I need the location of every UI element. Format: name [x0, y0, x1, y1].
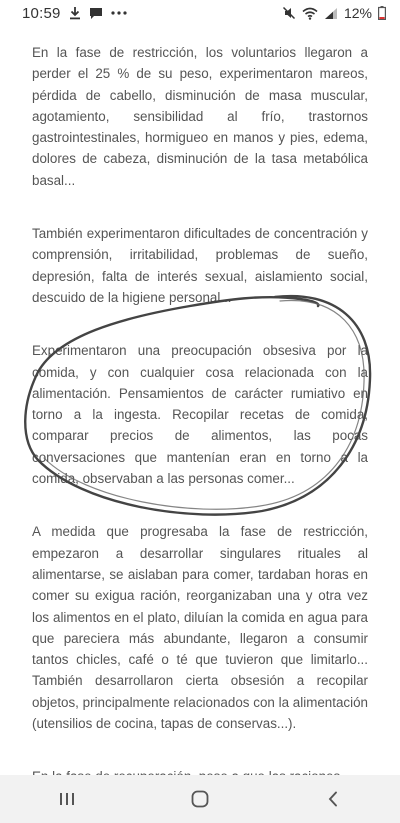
article-content — [32, 42, 368, 820]
wifi-icon — [302, 7, 318, 20]
navigation-bar — [0, 775, 400, 823]
more-icon — [111, 11, 127, 15]
download-icon — [69, 6, 81, 20]
recent-apps-icon — [59, 792, 75, 806]
signal-icon — [324, 7, 338, 20]
battery-icon — [378, 6, 386, 20]
message-icon — [89, 7, 103, 20]
recent-apps-button[interactable] — [37, 775, 97, 823]
status-right — [282, 5, 386, 21]
mute-icon — [282, 6, 296, 20]
article-paragraph-1: En la fase de restricción, los voluntarios llegaron a perder el 25 % de su peso, experimentaron mareos, pérdida de cabello, disminución de masa muscular, agotamiento, sensibilidad al frío, trastornos gastrointestinales, hormigueo en manos y pies, edema, dolores de cabeza, disminución de la tasa metabólica basal... — [32, 45, 368, 188]
article-paragraph-2: También experimentaron dificultades de concentración y comprensión, irritabilidad, problemas de sueño, depresión, falta de interés sexual, aislamiento social, descuido de la higiene personal... — [32, 226, 368, 305]
home-icon — [191, 790, 209, 808]
home-button[interactable] — [170, 775, 230, 823]
back-icon — [327, 791, 339, 807]
status-time: 10:59 — [22, 4, 61, 22]
status-bar — [0, 0, 400, 26]
article-paragraph-4: A medida que progresaba la fase de restricción, empezaron a desarrollar singulares rituales al alimentarse, se aislaban para comer, tardaban horas en comer su exigua ración, reorganizaban una y otra vez los alimentos en el plato, diluían la comida en agua para que pareciera más abundante, llegaron a consumir tantos chicles, café o té que tuvieron que limitarlo... También desarrollaron cierta obsesión a recopilar objetos, principalmente relacionados con la alimentación (utensilios de cocina, tapas de conservas...). — [32, 524, 368, 732]
status-left — [22, 5, 127, 22]
back-button[interactable] — [303, 775, 363, 823]
article-paragraph-3: Experimentaron una preocupación obsesiva por la comida, y con cualquier cosa relacionada con la alimentación. Pensamientos de carácter rumiativo en torno a la ingesta. Recopilar recetas de comida, comparar precios de alimentos, las pocas conversaciones que mantenían eran en torno a la comida, observaban a las personas comer... — [32, 343, 368, 487]
battery-percent: 12% — [343, 5, 372, 21]
